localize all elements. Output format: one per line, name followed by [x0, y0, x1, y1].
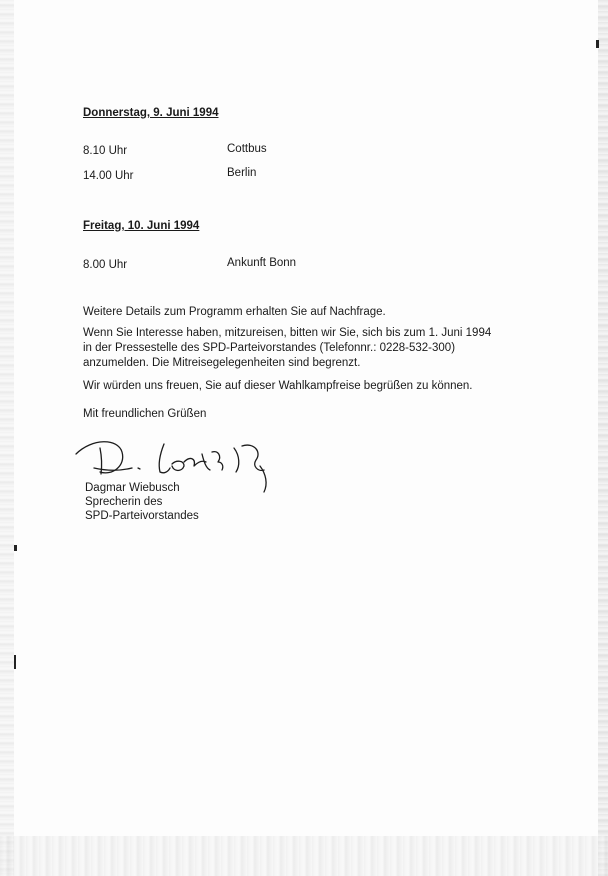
schedule-place: Ankunft Bonn [227, 257, 297, 269]
salutation: Mit freundlichen Grüßen [83, 408, 207, 420]
schedule-time: 8.00 Uhr [83, 259, 128, 271]
details-paragraph: Weitere Details zum Programm erhalten Sie auf Nachfrage. [83, 306, 386, 318]
scan-mark [14, 545, 17, 551]
interest-paragraph-line: Wenn Sie Interesse haben, mitzureisen, bitten wir Sie, sich bis zum 1. Juni 1994 [83, 327, 492, 339]
closing-paragraph: Wir würden uns freuen, Sie auf dieser Wahlkampfreise begrüßen zu können. [83, 380, 473, 392]
signatory-title: SPD-Parteivorstandes [85, 510, 199, 522]
schedule-time: 8.10 Uhr [83, 145, 128, 157]
schedule-time: 14.00 Uhr [83, 170, 134, 182]
schedule-place: Cottbus [227, 143, 267, 155]
signatory-name: Dagmar Wiebusch [85, 482, 180, 494]
schedule-date-heading: Donnerstag, 9. Juni 1994 [83, 107, 219, 119]
scan-edge-left [0, 0, 14, 876]
scan-edge-right [598, 0, 608, 876]
signatory-title: Sprecherin des [85, 496, 163, 508]
scan-edge-bottom [0, 836, 608, 876]
schedule-date-heading: Freitag, 10. Juni 1994 [83, 220, 200, 232]
interest-paragraph-line: in der Pressestelle des SPD-Parteivorstandes (Telefonnr.: 0228-532-300) [83, 342, 456, 354]
schedule-place: Berlin [227, 167, 257, 179]
interest-paragraph-line: anzumelden. Die Mitreisegelegenheiten sind begrenzt. [83, 357, 361, 369]
scan-mark [14, 655, 16, 669]
scan-mark [596, 40, 599, 48]
